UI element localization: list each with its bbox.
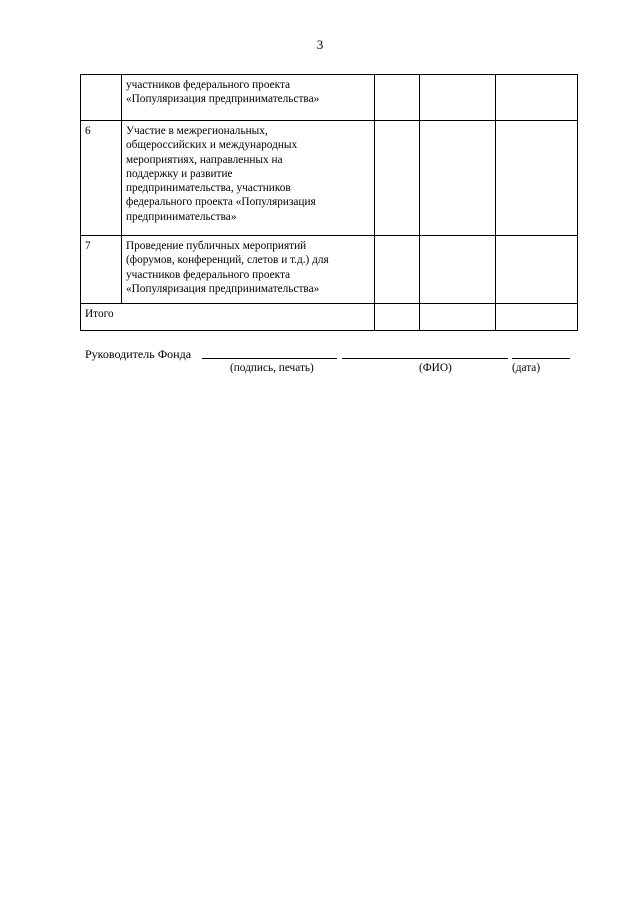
report-table: [80, 74, 578, 331]
value-cell: [420, 75, 496, 121]
signature-label: Руководитель Фонда: [85, 347, 192, 361]
row-number-cell: [81, 75, 122, 121]
row-description-cell: [122, 236, 375, 304]
value-cell: [375, 75, 420, 121]
row-description: Участие в межрегиональных, общероссийских и международных мероприятиях, направленных на поддержку и развитие предпринимательства, участников федерального проекта «Популяризация предпринимательства»: [126, 125, 316, 223]
value-cell: [420, 121, 496, 236]
value-cell: [375, 236, 420, 304]
value-cell: [375, 121, 420, 236]
total-value-cell: [496, 304, 578, 331]
name-line[interactable]: [342, 358, 508, 359]
value-cell: [420, 236, 496, 304]
value-cell: [496, 121, 578, 236]
row-description-cell: [122, 75, 375, 121]
row-number-cell: 6: [81, 121, 122, 236]
name-caption: (ФИО): [419, 362, 452, 374]
table-row: [81, 236, 578, 304]
table-row: [81, 75, 578, 121]
date-caption: (дата): [512, 362, 541, 374]
row-description: Проведение публичных мероприятий (форумов, конференций, слетов и т.д.) для участников федерального проекта «Популяризация предпринимательства»: [126, 240, 329, 295]
date-line[interactable]: [512, 358, 570, 359]
signature-caption: (подпись, печать): [230, 362, 314, 374]
row-description: участников федерального проекта «Популяризация предпринимательства»: [126, 79, 320, 106]
total-value-cell: [375, 304, 420, 331]
signature-line[interactable]: [202, 358, 337, 359]
row-number-cell: 7: [81, 236, 122, 304]
value-cell: [496, 75, 578, 121]
total-label-cell: Итого: [81, 304, 375, 331]
total-value-cell: [420, 304, 496, 331]
value-cell: [496, 236, 578, 304]
total-row: [81, 304, 578, 331]
row-description-cell: [122, 121, 375, 236]
table-row: [81, 121, 578, 236]
page-number: 3: [316, 37, 324, 52]
